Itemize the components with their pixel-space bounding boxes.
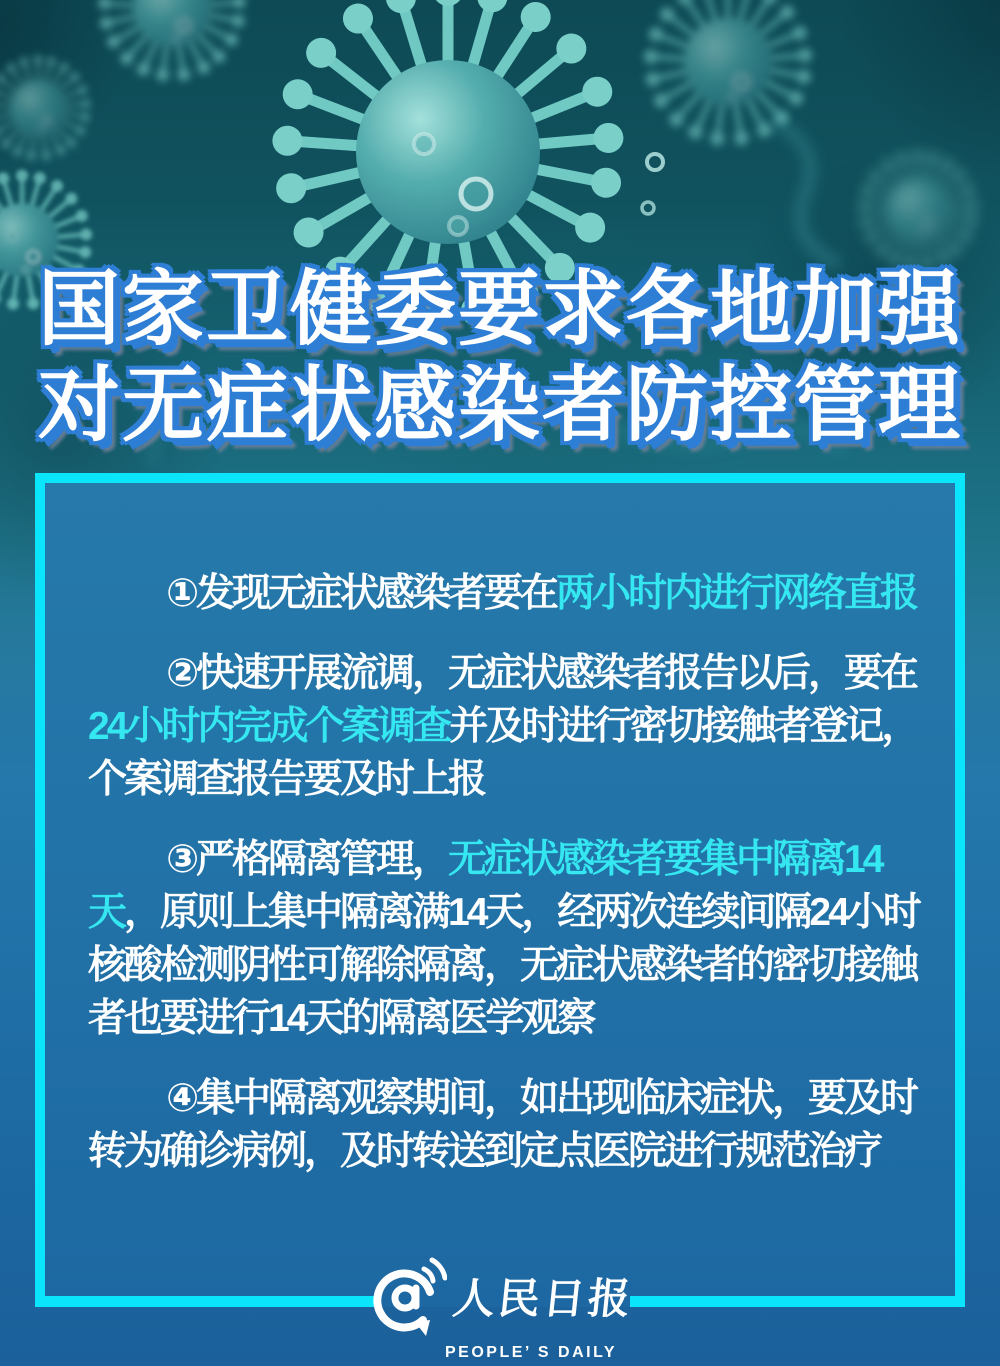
body-text: ，原则上集中隔离满14天，经两次连续间隔24小时核酸检测阴性可解除隔离，无症状感染者的密切接触者也要进行14天的隔离医学观察 xyxy=(88,891,919,1040)
page-title xyxy=(0,262,1000,454)
highlighted-text: 24小时内完成个案调查 xyxy=(88,705,450,748)
logo-chinese-name: 人民日报 xyxy=(450,1275,636,1322)
point-paragraph xyxy=(88,833,923,1045)
point-paragraph xyxy=(88,1072,923,1178)
content-panel xyxy=(35,473,965,1307)
point-paragraph xyxy=(88,567,923,620)
panel-bottom-border-right xyxy=(630,1296,965,1307)
body-text: ②快速开展流调，无症状感染者报告以后，要在 xyxy=(166,652,917,695)
points-list xyxy=(45,483,955,1178)
at-megaphone-icon xyxy=(367,1256,447,1342)
highlighted-text: 两小时内进行网络直报 xyxy=(556,572,917,615)
body-text: ①发现无症状感染者要在 xyxy=(166,572,557,615)
title-line-2: 对无症状感染者防控管理 xyxy=(37,360,962,451)
body-text: 并及时进行密切接触者登记，个案调查报告要及时上报 xyxy=(88,705,918,801)
peoples-daily-logo xyxy=(367,1256,636,1362)
logo-english-name: PEOPLE’ S DAILY xyxy=(444,1344,618,1361)
highlighted-text: 无症状感染者要集中隔离14天 xyxy=(88,838,882,934)
body-text: ④集中隔离观察期间，如出现临床症状，要及时转为确诊病例，及时转送到定点医院进行规范治疗 xyxy=(88,1077,917,1173)
title-line-1: 国家卫健委要求各地加强 xyxy=(37,264,962,355)
panel-bottom-border-left xyxy=(35,1296,375,1307)
point-paragraph xyxy=(88,647,923,806)
logo-row xyxy=(367,1256,636,1342)
body-text: ③严格隔离管理， xyxy=(166,838,449,881)
